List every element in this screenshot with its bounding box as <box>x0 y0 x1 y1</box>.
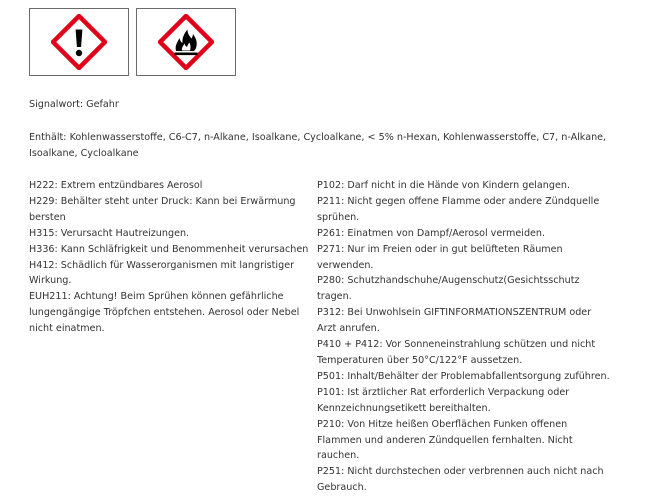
hazard-statement: H315: Verursacht Hautreizungen. <box>29 227 190 239</box>
exclamation-mark-icon <box>51 14 107 70</box>
precautionary-statement: P280: Schutzhandschuhe/Augenschutz(Gesichtsschutz tragen. <box>317 275 580 303</box>
precautionary-statement: P210: Von Hitze heißen Oberflächen Funken offenen Flammen und anderen Zündquellen fernhalten. Nicht rauchen. <box>317 418 573 462</box>
hazard-statements-list <box>29 178 314 337</box>
ghs-pictogram-exclamation <box>29 8 129 76</box>
precautionary-statement: P271: Nur im Freien oder in gut belüfteten Räumen verwenden. <box>317 243 563 271</box>
ghs-pictograms <box>29 8 236 76</box>
contains-ingredients: Enthält: Kohlenwasserstoffe, C6-C7, n-Alkane, Isoalkane, Cycloalkane, < 5% n-Hexan, Kohlenwasserstoffe, C7, n-Alkane, Isoalkane, Cycloalkane <box>29 132 607 159</box>
precautionary-statements-list <box>317 178 613 496</box>
precautionary-statement: P261: Einatmen von Dampf/Aerosol vermeiden. <box>317 227 546 239</box>
hazard-statement: H412: Schädlich für Wasserorganismen mit langristiger Wirkung. <box>29 259 295 287</box>
precautionary-statement: P251: Nicht durchstechen oder verbrennen auch nicht nach Gebrauch. <box>317 466 604 494</box>
precautionary-statement: P102: Darf nicht in die Hände von Kindern gelangen. <box>317 180 570 191</box>
hazard-statement: H222: Extrem entzündbares Aerosol <box>29 180 203 191</box>
hazard-statement: H229: Behälter steht unter Druck: Kann bei Erwärmung bersten <box>29 195 296 223</box>
hazard-statement: H336: Kann Schläfrigkeit und Benommenheit verursachen <box>29 243 309 255</box>
precautionary-statement: P312: Bei Unwohlsein GIFTINFORMATIONSZENTRUM oder Arzt anrufen. <box>317 307 592 335</box>
ghs-pictogram-flammable <box>136 8 236 76</box>
precautionary-statement: P410 + P412: Vor Sonneneinstrahlung schützen und nicht Temperaturen über 50°C/122°F aussetzen. <box>317 339 596 366</box>
hazard-statement: EUH211: Achtung! Beim Sprühen können gefährliche lungengängige Tröpfchen entstehen. Aerosol oder Nebel nicht einatmen. <box>29 291 300 335</box>
precautionary-statement: P101: Ist ärztlicher Rat erforderlich Verpackung oder Kennzeichnungsetikett bereithalten. <box>317 386 570 414</box>
flame-icon <box>158 14 214 70</box>
precautionary-statement: P501: Inhalt/Behälter der Problemabfallentsorgung zuführen. <box>317 370 610 382</box>
precautionary-statement: P211: Nicht gegen offene Flamme oder andere Zündquelle sprühen. <box>317 195 600 223</box>
signal-word: Signalwort: Gefahr <box>29 99 119 110</box>
